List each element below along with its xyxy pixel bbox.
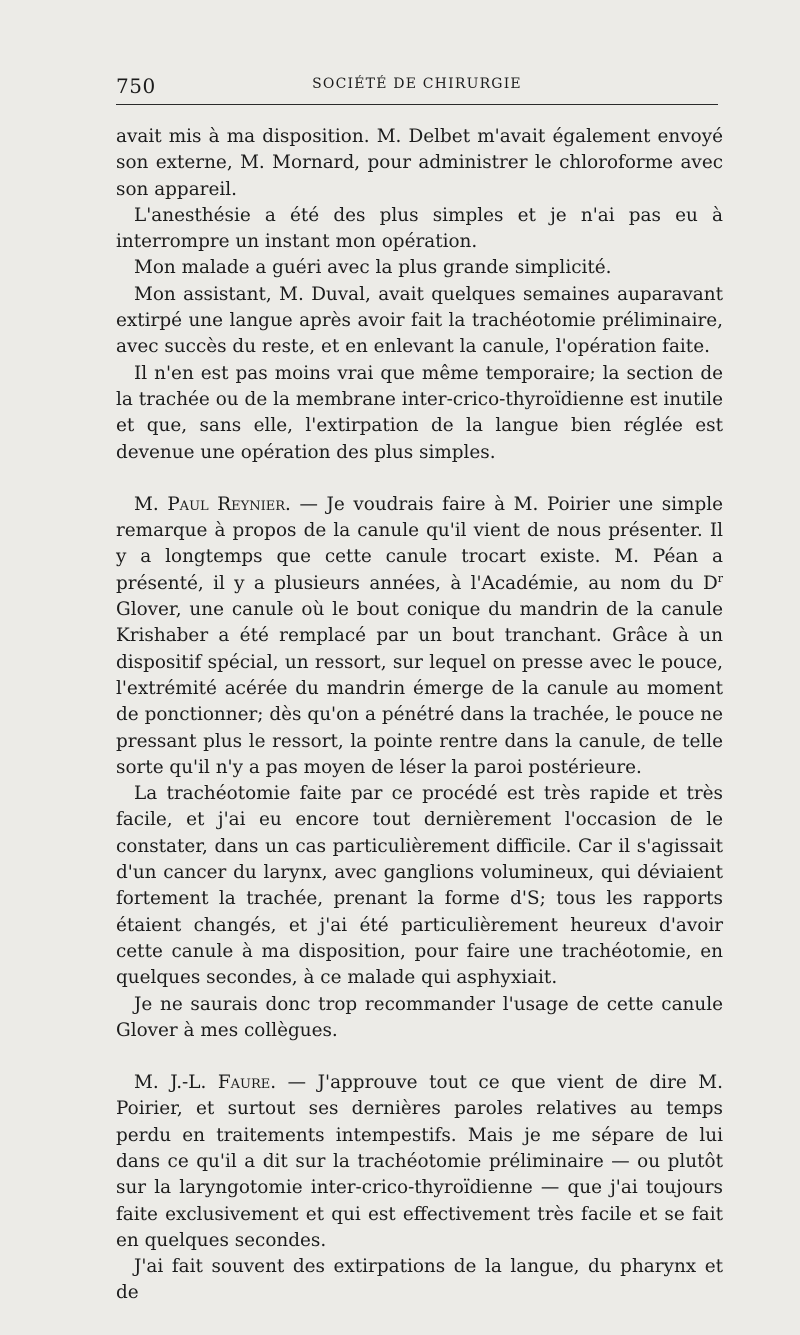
speaker-name: J.-L. Faure	[170, 1072, 271, 1094]
header-rule	[116, 104, 718, 105]
speaker-name: Paul Reynier	[167, 493, 285, 515]
page-header	[116, 68, 718, 102]
running-head: SOCIÉTÉ DE CHIRURGIE	[312, 76, 522, 92]
speaker-paragraph	[116, 492, 723, 781]
page-number: 750	[116, 74, 156, 98]
paragraph-text: . — J'approuve tout ce que vient de dire M. Poirier, et surtout ses dernières paroles relatives au temps perdu en traitements intempestifs. Mais je me sépare de lui dans ce qu'il a dit sur la trachéotomie préliminaire — ou plutôt sur la laryngotomie inter-crico-thyroïdienne — que j'ai toujours faite exclusivement et qui est effectivement très facile et se fait en quelques secondes.	[116, 1072, 723, 1251]
paragraph: Il n'en est pas moins vrai que même temporaire; la section de la trachée ou de la membrane inter-crico-thyroïdienne est inutile et que, sans elle, l'extirpation de la langue bien réglée est devenue une opération des plus simples.	[116, 362, 723, 463]
speaker-prefix: M.	[134, 493, 168, 515]
paragraph: L'anesthésie a été des plus simples et je n'ai pas eu à interrompre un instant mon opération.	[116, 204, 723, 253]
speaker-paragraph	[116, 1070, 723, 1254]
paragraph-text: . — Je voudrais faire à M. Poirier une simple remarque à propos de la canule qu'il vient de nous présenter. Il y a longtemps que cette canule trocart existe. M. Péan a présenté, il y a plusieurs années, à l'Académie, au nom du D	[116, 493, 724, 594]
page-body	[116, 124, 723, 1307]
paragraph: J'ai fait souvent des extirpations de la langue, du pharynx et de	[116, 1256, 723, 1304]
speaker-prefix: M.	[134, 1072, 171, 1094]
paragraph: La trachéotomie faite par ce procédé est très rapide et très facile, et j'ai eu encore tout dernièrement l'occasion de le constater, dans un cas particulièrement difficile. Car il s'agissait d'un cancer du larynx, avec ganglions volumineux, qui déviaient fortement la trachée, prenant la forme d'S; tous les rapports étaient changés, et j'ai été particulièrement heureux d'avoir cette canule à ma disposition, pour faire une trachéotomie, en quelques secondes, à ce malade qui asphyxiait.	[116, 783, 723, 989]
paragraph-text: Glover, une canule où le bout conique du mandrin de la canule Krishaber a été remplacé par un bout tranchant. Grâce à un dispositif spécial, un ressort, sur lequel on presse avec le pouce, l'extrémité acérée du mandrin émerge de la canule au moment de ponctionner; dès qu'on a pénétré dans la trachée, le pouce ne pressant plus le ressort, la pointe rentre dans la canule, de telle sorte qu'il n'y a pas moyen de léser la paroi postérieure.	[116, 599, 723, 778]
paragraph: avait mis à ma disposition. M. Delbet m'avait également envoyé son externe, M. Mornard, pour administrer le chloroforme avec son appareil.	[116, 126, 723, 200]
paragraph: Mon assistant, M. Duval, avait quelques semaines auparavant extirpé une langue après avoir fait la trachéotomie préliminaire, avec succès du reste, et en enlevant la canule, l'opération faite.	[116, 283, 723, 358]
paragraph: Mon malade a guéri avec la plus grande simplicité.	[134, 257, 612, 279]
paragraph: Je ne saurais donc trop recommander l'usage de cette canule Glover à mes collègues.	[116, 993, 723, 1041]
superscript: r	[717, 571, 723, 585]
